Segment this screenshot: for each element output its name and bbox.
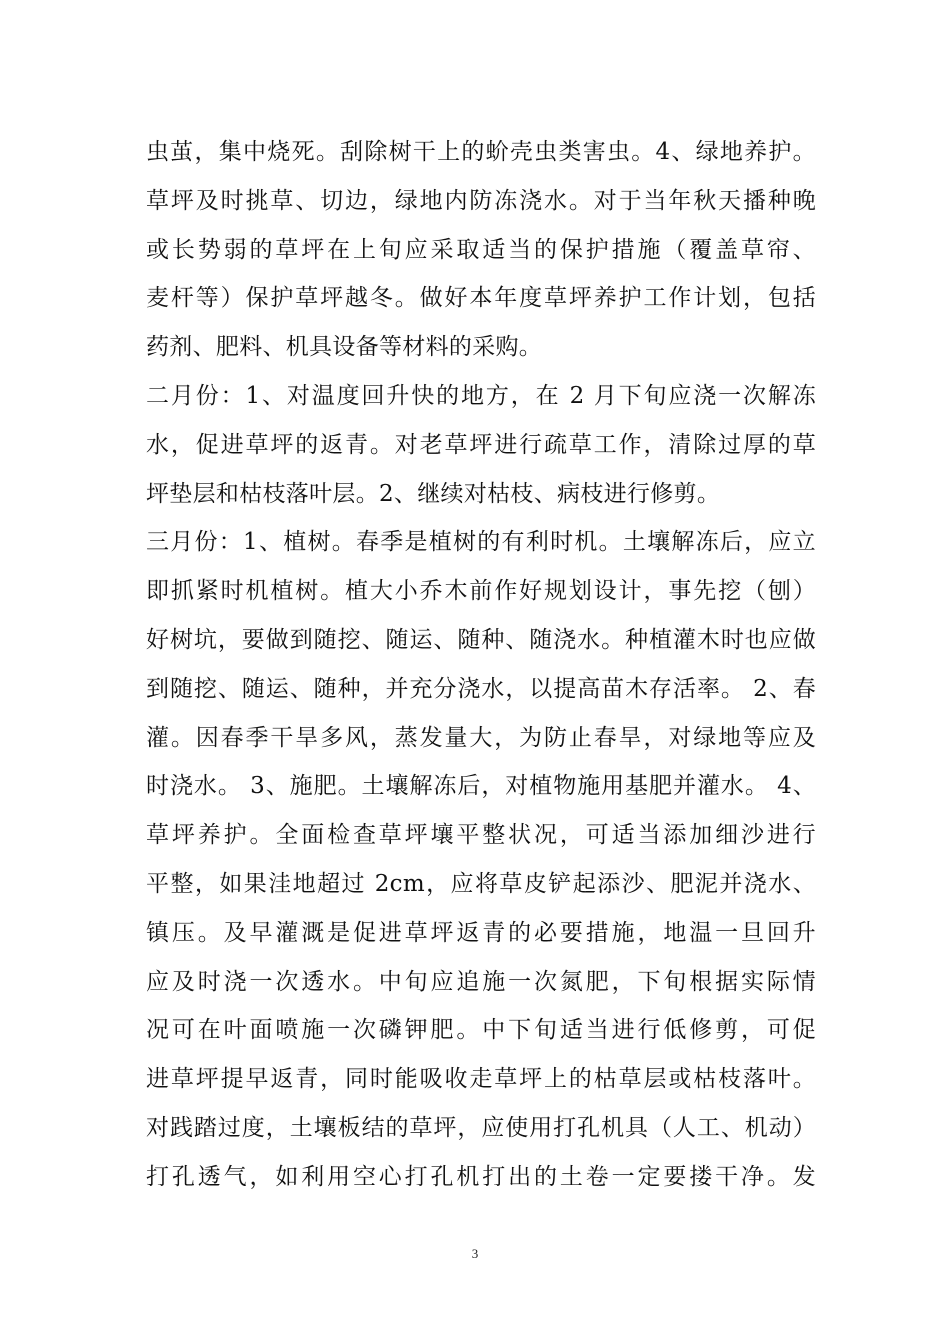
text-line: 况可在叶面喷施一次磷钾肥。中下旬适当进行低修剪，可促	[146, 1017, 816, 1044]
text-line: 药剂、肥料、机具设备等材料的采购。	[146, 334, 543, 361]
text-line: 到随挖、随运、随种，并充分浇水，以提高苗木存活率。 2、春	[146, 675, 816, 702]
text-line: 水，促进草坪的返青。对老草坪进行疏草工作，清除过厚的草	[146, 431, 816, 458]
text-line: 三月份：1、植树。春季是植树的有利时机。土壤解冻后，应立	[146, 529, 816, 556]
text-line: 对践踏过度，土壤板结的草坪，应使用打孔机具（人工、机动）	[146, 1114, 816, 1141]
text-line: 进草坪提早返青，同时能吸收走草坪上的枯草层或枯枝落叶。	[146, 1066, 816, 1093]
text-line: 即抓紧时机植树。植大小乔木前作好规划设计，事先挖（刨）	[146, 578, 816, 605]
text-line: 虫茧，集中烧死。刮除树干上的蚧壳虫类害虫。4、绿地养护。	[146, 139, 816, 165]
text-line: 草坪养护。全面检查草坪壤平整状况，可适当添加细沙进行	[146, 822, 816, 849]
text-line: 灌。因春季干旱多风，蒸发量大，为防止春旱，对绿地等应及	[146, 724, 816, 751]
text-line: 草坪及时挑草、切边，绿地内防冻浇水。对于当年秋天播种晚	[146, 187, 816, 214]
text-line: 镇压。及早灌溉是促进草坪返青的必要措施，地温一旦回升	[146, 919, 816, 946]
text-line: 二月份：1、对温度回升快的地方，在 2 月下旬应浇一次解冻	[146, 382, 816, 409]
text-line: 麦杆等）保护草坪越冬。做好本年度草坪养护工作计划，包括	[146, 285, 816, 312]
text-line: 平整，如果洼地超过 2cm，应将草皮铲起添沙、肥泥并浇水、	[146, 870, 816, 897]
body-text	[146, 128, 816, 1202]
text-line: 应及时浇一次透水。中旬应追施一次氮肥，下旬根据实际情	[146, 968, 816, 995]
text-line: 或长势弱的草坪在上旬应采取适当的保护措施（覆盖草帘、	[146, 236, 816, 263]
page-number: 3	[471, 1246, 479, 1261]
text-line: 好树坑，要做到随挖、随运、随种、随浇水。种植灌木时也应做	[146, 626, 816, 653]
text-line: 打孔透气，如利用空心打孔机打出的土卷一定要搂干净。发	[146, 1163, 816, 1190]
text-line: 时浇水。 3、施肥。土壤解冻后，对植物施用基肥并灌水。 4、	[146, 773, 816, 800]
text-line: 坪垫层和枯枝落叶层。2、继续对枯枝、病枝进行修剪。	[146, 480, 721, 507]
